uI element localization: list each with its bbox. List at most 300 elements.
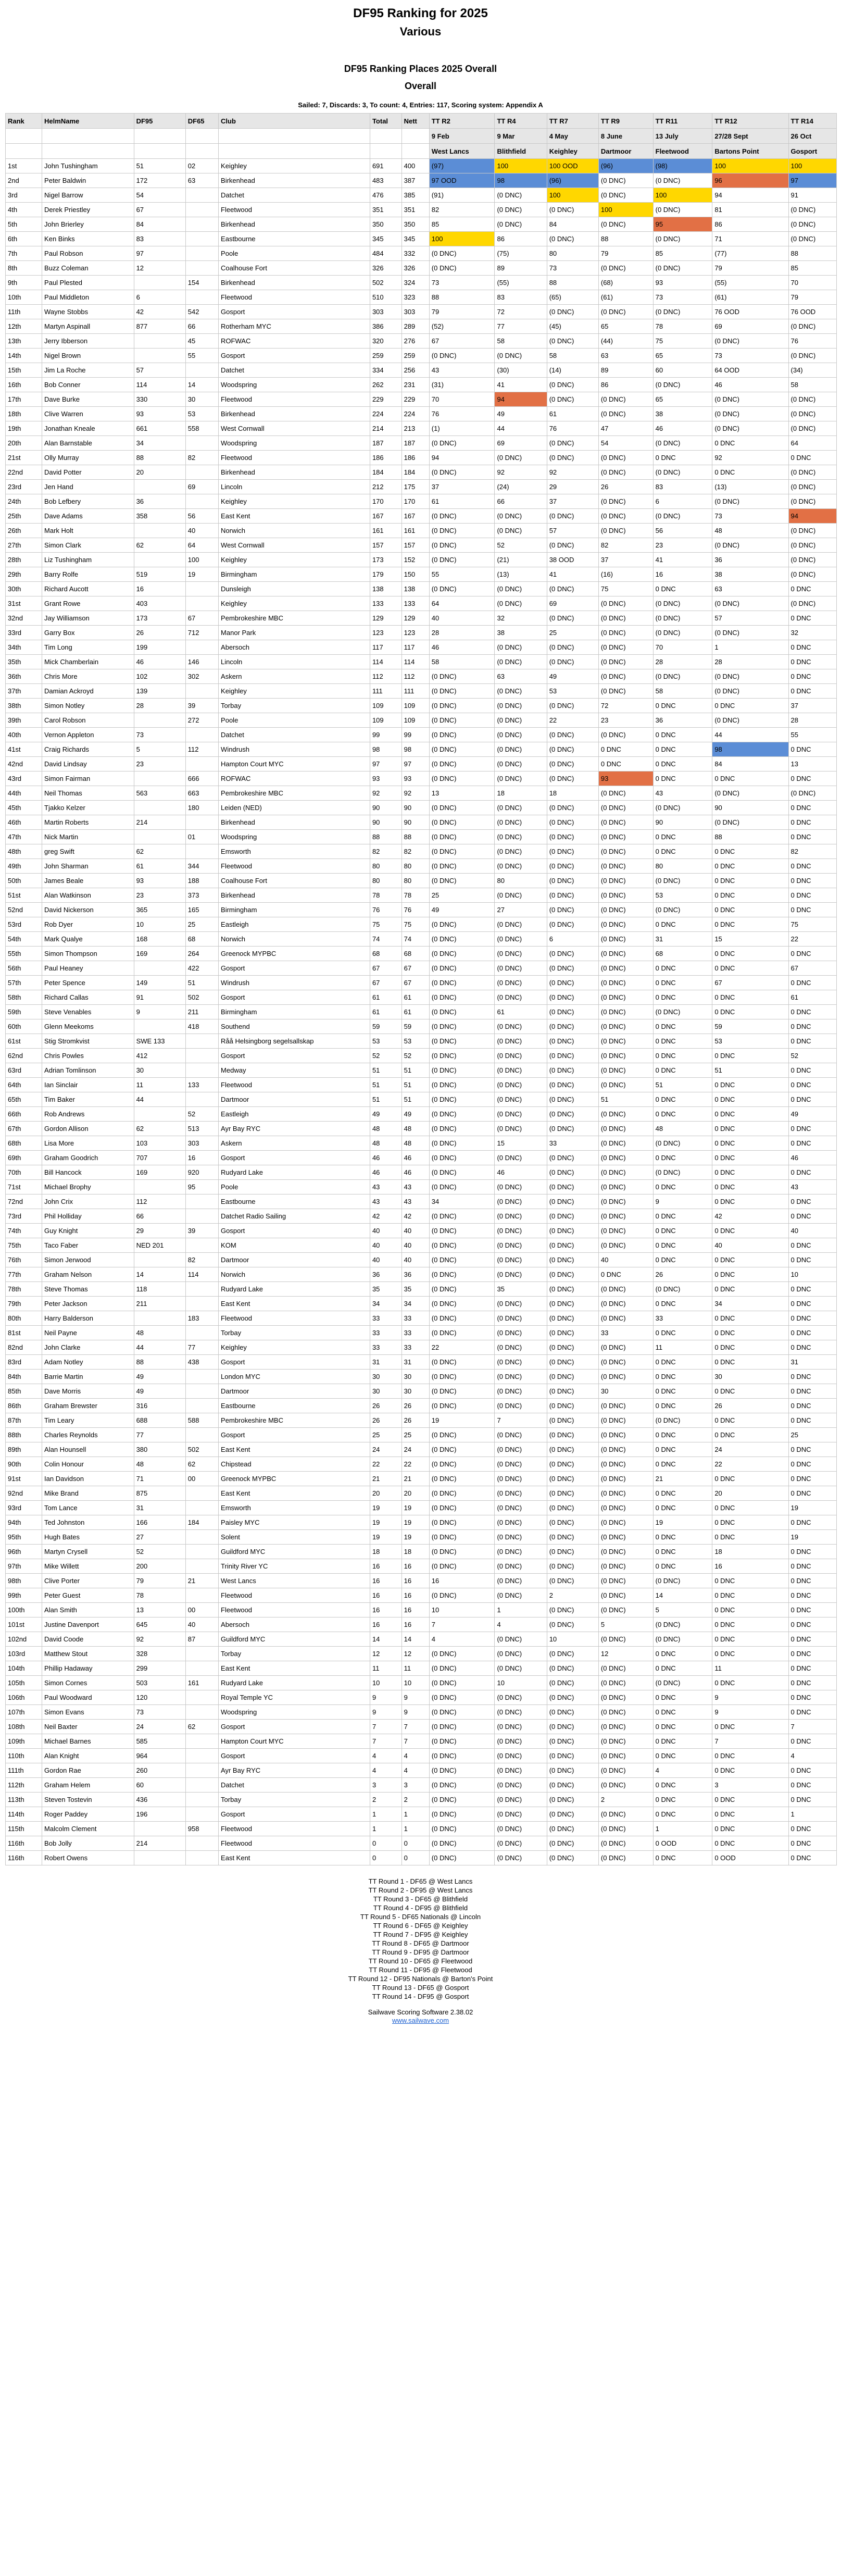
table-cell: Paul Plested bbox=[42, 276, 134, 290]
table-cell: Graham Helem bbox=[42, 1778, 134, 1793]
table-cell: 7 bbox=[370, 1734, 401, 1749]
table-cell bbox=[134, 830, 185, 844]
table-row bbox=[6, 1720, 837, 1734]
table-cell: 707 bbox=[134, 1151, 185, 1165]
table-cell: 59 bbox=[401, 1019, 429, 1034]
table-cell: 21 bbox=[653, 1472, 712, 1486]
table-cell: (0 DNC) bbox=[547, 436, 598, 451]
table-cell: 68 bbox=[401, 947, 429, 961]
table-cell: 10 bbox=[401, 1676, 429, 1690]
table-cell: (0 DNC) bbox=[712, 669, 788, 684]
table-cell: 82 bbox=[788, 844, 836, 859]
table-cell: 40 bbox=[788, 1224, 836, 1238]
column-header[interactable]: TT R2 bbox=[429, 114, 495, 129]
table-cell: 6 bbox=[134, 290, 185, 305]
table-cell: (0 DNC) bbox=[598, 1078, 653, 1092]
table-row bbox=[6, 713, 837, 728]
table-cell: (0 DNC) bbox=[598, 1165, 653, 1180]
column-header[interactable]: HelmName bbox=[42, 114, 134, 129]
table-cell: (0 DNC) bbox=[429, 1734, 495, 1749]
table-cell: 0 DNC bbox=[788, 684, 836, 699]
table-cell: 73 bbox=[547, 261, 598, 276]
table-cell: (0 DNC) bbox=[547, 1399, 598, 1413]
table-cell: 92 bbox=[495, 465, 547, 480]
table-cell: 0 DNC bbox=[788, 1822, 836, 1836]
table-cell: 61 bbox=[495, 1005, 547, 1019]
column-header[interactable]: TT R12 bbox=[712, 114, 788, 129]
table-cell: (0 DNC) bbox=[429, 349, 495, 363]
table-cell: 502 bbox=[185, 1442, 218, 1457]
table-cell: 0 DNC bbox=[712, 1749, 788, 1763]
table-cell: Gosport bbox=[219, 305, 370, 319]
table-cell: 77 bbox=[495, 319, 547, 334]
table-cell: (0 DNC) bbox=[429, 1690, 495, 1705]
table-cell bbox=[185, 1647, 218, 1661]
table-cell: 519 bbox=[134, 567, 185, 582]
table-cell: 48 bbox=[653, 1122, 712, 1136]
table-cell: (0 DNC) bbox=[547, 1413, 598, 1428]
table-cell: (0 DNC) bbox=[788, 217, 836, 232]
table-cell: 138 bbox=[370, 582, 401, 596]
table-cell: (0 DNC) bbox=[598, 611, 653, 626]
table-cell: 46 bbox=[370, 1151, 401, 1165]
table-cell: (0 DNC) bbox=[598, 1442, 653, 1457]
table-cell: 168 bbox=[134, 932, 185, 947]
table-cell: Ayr Bay RYC bbox=[219, 1122, 370, 1136]
table-cell: 0 DNC bbox=[653, 1019, 712, 1034]
column-header[interactable]: Club bbox=[219, 114, 370, 129]
table-cell: 0 DNC bbox=[653, 1807, 712, 1822]
table-row bbox=[6, 261, 837, 276]
table-cell: 0 bbox=[401, 1836, 429, 1851]
table-cell: Fleetwood bbox=[219, 1822, 370, 1836]
blank-header bbox=[185, 144, 218, 159]
table-cell: 9 bbox=[401, 1705, 429, 1720]
table-cell: 65th bbox=[6, 1092, 42, 1107]
table-cell: 51 bbox=[401, 1063, 429, 1078]
table-cell: (0 DNC) bbox=[429, 582, 495, 596]
table-cell: 4th bbox=[6, 203, 42, 217]
table-row bbox=[6, 990, 837, 1005]
table-cell: Alan Knight bbox=[42, 1749, 134, 1763]
table-cell: John Sharman bbox=[42, 859, 134, 874]
column-header[interactable]: TT R4 bbox=[495, 114, 547, 129]
table-cell: Alan Watkinson bbox=[42, 888, 134, 903]
table-cell: Clive Porter bbox=[42, 1574, 134, 1588]
table-cell bbox=[185, 815, 218, 830]
table-cell: 40 bbox=[401, 1238, 429, 1253]
column-header[interactable]: TT R9 bbox=[598, 114, 653, 129]
table-cell bbox=[185, 1661, 218, 1676]
table-cell: 35 bbox=[401, 1282, 429, 1297]
table-cell: 19 bbox=[185, 567, 218, 582]
table-cell: Fleetwood bbox=[219, 1078, 370, 1092]
table-cell: 12 bbox=[598, 1647, 653, 1661]
table-cell: 76 bbox=[401, 903, 429, 917]
table-cell: 12 bbox=[134, 261, 185, 276]
table-cell: 34 bbox=[370, 1297, 401, 1311]
blank-header bbox=[134, 129, 185, 144]
table-cell: (0 DNC) bbox=[547, 392, 598, 407]
table-cell bbox=[134, 801, 185, 815]
table-cell: 351 bbox=[401, 203, 429, 217]
table-cell: (14) bbox=[547, 363, 598, 378]
table-cell: 385 bbox=[401, 188, 429, 203]
sailwave-link[interactable]: www.sailwave.com bbox=[392, 2017, 449, 2024]
column-header[interactable]: DF95 bbox=[134, 114, 185, 129]
table-row bbox=[6, 1180, 837, 1194]
table-cell: 76th bbox=[6, 1253, 42, 1267]
table-cell: 82 bbox=[401, 844, 429, 859]
table-cell: 55 bbox=[788, 728, 836, 742]
table-cell: (0 DNC) bbox=[547, 917, 598, 932]
table-cell: 19 bbox=[370, 1501, 401, 1515]
table-cell: (31) bbox=[429, 378, 495, 392]
table-cell: 15 bbox=[712, 932, 788, 947]
table-cell bbox=[185, 757, 218, 771]
table-cell: (0 DNC) bbox=[547, 655, 598, 669]
table-cell: 55 bbox=[429, 567, 495, 582]
table-cell: 35th bbox=[6, 655, 42, 669]
table-cell bbox=[185, 640, 218, 655]
table-cell: 502 bbox=[185, 990, 218, 1005]
table-cell: Solent bbox=[219, 1530, 370, 1545]
table-cell: 46th bbox=[6, 815, 42, 830]
table-cell: 71st bbox=[6, 1180, 42, 1194]
table-cell: 38 bbox=[495, 626, 547, 640]
table-cell bbox=[134, 553, 185, 567]
table-cell: Bob Lefbery bbox=[42, 494, 134, 509]
table-cell: (0 DNC) bbox=[429, 1778, 495, 1793]
table-cell: Tim Leary bbox=[42, 1413, 134, 1428]
table-cell: 19 bbox=[788, 1530, 836, 1545]
table-cell: Buzz Coleman bbox=[42, 261, 134, 276]
table-cell: 90 bbox=[401, 801, 429, 815]
table-cell: Ian Sinclair bbox=[42, 1078, 134, 1092]
table-cell: 8th bbox=[6, 261, 42, 276]
table-cell: 0 DNC bbox=[653, 1705, 712, 1720]
table-cell: 6 bbox=[547, 932, 598, 947]
table-cell: (0 DNC) bbox=[712, 786, 788, 801]
table-cell: 224 bbox=[370, 407, 401, 421]
table-cell bbox=[185, 1763, 218, 1778]
table-cell: 75 bbox=[788, 917, 836, 932]
table-cell: 0 DNC bbox=[788, 1632, 836, 1647]
table-cell: (0 DNC) bbox=[598, 1107, 653, 1122]
table-cell: Guildford MYC bbox=[219, 1632, 370, 1647]
table-cell: 256 bbox=[401, 363, 429, 378]
table-cell: Dartmoor bbox=[219, 1384, 370, 1399]
table-cell: (0 DNC) bbox=[547, 1063, 598, 1078]
table-cell: Greenock MYPBC bbox=[219, 1472, 370, 1486]
table-row bbox=[6, 1851, 837, 1865]
table-cell: 26 bbox=[712, 1399, 788, 1413]
table-cell: 0 DNC bbox=[712, 1340, 788, 1355]
table-cell: 94 bbox=[495, 392, 547, 407]
table-cell: John Crix bbox=[42, 1194, 134, 1209]
table-cell: Stig Stromkvist bbox=[42, 1034, 134, 1049]
blank-header bbox=[401, 129, 429, 144]
table-cell: 116th bbox=[6, 1836, 42, 1851]
table-cell: 0 DNC bbox=[653, 1486, 712, 1501]
table-cell: 0 DNC bbox=[712, 917, 788, 932]
table-cell: 199 bbox=[134, 640, 185, 655]
table-cell: (0 DNC) bbox=[429, 844, 495, 859]
table-cell: (0 DNC) bbox=[788, 319, 836, 334]
table-cell: Birmingham bbox=[219, 567, 370, 582]
table-cell: Barry Rolfe bbox=[42, 567, 134, 582]
table-cell: 54 bbox=[134, 188, 185, 203]
table-cell: 72 bbox=[495, 305, 547, 319]
table-cell: (0 DNC) bbox=[598, 1311, 653, 1326]
table-cell: 0 DNC bbox=[712, 1107, 788, 1122]
table-cell: KOM bbox=[219, 1238, 370, 1253]
table-cell: Birkenhead bbox=[219, 276, 370, 290]
table-cell: 88 bbox=[712, 830, 788, 844]
table-cell: 260 bbox=[134, 1763, 185, 1778]
table-cell: (0 DNC) bbox=[495, 1092, 547, 1107]
table-cell: 40 bbox=[598, 1253, 653, 1267]
table-cell: (0 DNC) bbox=[598, 1238, 653, 1253]
table-cell: 58 bbox=[547, 349, 598, 363]
table-cell: (0 DNC) bbox=[547, 1151, 598, 1165]
table-cell: 11 bbox=[712, 1661, 788, 1676]
column-header[interactable]: Rank bbox=[6, 114, 42, 129]
table-cell: 38 bbox=[653, 407, 712, 421]
table-cell: 180 bbox=[185, 801, 218, 815]
table-cell: 51 bbox=[653, 1078, 712, 1092]
table-cell: 84 bbox=[134, 217, 185, 232]
table-cell: 3 bbox=[370, 1778, 401, 1793]
table-cell: 95 bbox=[653, 217, 712, 232]
table-cell: 97 bbox=[370, 757, 401, 771]
table-cell: Rob Dyer bbox=[42, 917, 134, 932]
table-cell: (0 DNC) bbox=[429, 699, 495, 713]
table-cell: 13 bbox=[134, 1603, 185, 1617]
table-cell: 18 bbox=[370, 1545, 401, 1559]
table-cell: (0 DNC) bbox=[653, 305, 712, 319]
table-cell: (0 DNC) bbox=[598, 392, 653, 407]
table-cell: (0 DNC) bbox=[495, 1574, 547, 1588]
table-row bbox=[6, 1793, 837, 1807]
table-cell: 16 bbox=[401, 1588, 429, 1603]
table-cell: 334 bbox=[370, 363, 401, 378]
table-cell: Tjakko Kelzer bbox=[42, 801, 134, 815]
table-cell: (0 DNC) bbox=[547, 1574, 598, 1588]
table-cell: 330 bbox=[134, 392, 185, 407]
table-cell: (0 DNC) bbox=[495, 1063, 547, 1078]
table-cell: (0 DNC) bbox=[547, 203, 598, 217]
table-cell: (0 DNC) bbox=[495, 801, 547, 815]
table-cell: 0 DNC bbox=[653, 1034, 712, 1049]
table-cell: 0 DNC bbox=[712, 1180, 788, 1194]
table-cell: 3 bbox=[401, 1778, 429, 1793]
table-cell: 73rd bbox=[6, 1209, 42, 1224]
table-cell: Gosport bbox=[219, 1049, 370, 1063]
table-cell: 83 bbox=[495, 290, 547, 305]
table-cell: James Beale bbox=[42, 874, 134, 888]
table-cell: 64 OOD bbox=[712, 363, 788, 378]
table-row bbox=[6, 524, 837, 538]
table-cell: 11 bbox=[134, 1078, 185, 1092]
table-cell: 25 bbox=[185, 917, 218, 932]
table-cell: (0 DNC) bbox=[429, 1472, 495, 1486]
table-cell: (0 DNC) bbox=[653, 1136, 712, 1151]
column-header[interactable]: TT R7 bbox=[547, 114, 598, 129]
table-cell: 0 DNC bbox=[712, 1282, 788, 1297]
column-header[interactable]: TT R14 bbox=[788, 114, 836, 129]
table-cell: 111 bbox=[401, 684, 429, 699]
table-cell: (0 DNC) bbox=[598, 596, 653, 611]
table-cell: (16) bbox=[598, 567, 653, 582]
table-cell: 52 bbox=[401, 1049, 429, 1063]
table-cell: 37 bbox=[598, 553, 653, 567]
table-cell: 43rd bbox=[6, 771, 42, 786]
table-cell: 0 DNC bbox=[712, 947, 788, 961]
table-cell: 108th bbox=[6, 1720, 42, 1734]
table-cell: (0 DNC) bbox=[429, 1442, 495, 1457]
table-cell: Liz Tushingham bbox=[42, 553, 134, 567]
table-cell: (0 DNC) bbox=[495, 509, 547, 524]
table-cell: 187 bbox=[370, 436, 401, 451]
table-cell: 18 bbox=[547, 786, 598, 801]
table-cell: (0 DNC) bbox=[547, 1370, 598, 1384]
table-cell: Vernon Appleton bbox=[42, 728, 134, 742]
legend-line: TT Round 2 - DF95 @ West Lancs bbox=[368, 1886, 473, 1894]
table-cell bbox=[134, 1019, 185, 1034]
table-cell: (65) bbox=[547, 290, 598, 305]
table-cell: Jay Williamson bbox=[42, 611, 134, 626]
table-cell: 175 bbox=[401, 480, 429, 494]
table-cell: Rudyard Lake bbox=[219, 1165, 370, 1180]
table-cell: 79 bbox=[788, 290, 836, 305]
table-row bbox=[6, 319, 837, 334]
table-cell: 31 bbox=[401, 1355, 429, 1370]
table-cell: 34th bbox=[6, 640, 42, 655]
table-cell: Keighley bbox=[219, 596, 370, 611]
table-cell: Harry Balderson bbox=[42, 1311, 134, 1326]
table-cell: 01 bbox=[185, 830, 218, 844]
table-cell: 109 bbox=[401, 713, 429, 728]
column-header[interactable]: Total bbox=[370, 114, 401, 129]
table-cell: (0 DNC) bbox=[547, 1705, 598, 1720]
table-cell: (0 DNC) bbox=[429, 538, 495, 553]
table-row bbox=[6, 1486, 837, 1501]
table-row bbox=[6, 903, 837, 917]
table-cell: 48 bbox=[401, 1136, 429, 1151]
table-cell: 85 bbox=[788, 261, 836, 276]
table-cell: 6th bbox=[6, 232, 42, 246]
table-cell: 150 bbox=[401, 567, 429, 582]
table-cell: 0 DNC bbox=[653, 1559, 712, 1574]
table-cell: 49 bbox=[134, 1370, 185, 1384]
date-row bbox=[6, 129, 837, 144]
table-cell: (0 DNC) bbox=[495, 1588, 547, 1603]
table-row bbox=[6, 742, 837, 757]
table-cell: 36 bbox=[401, 1267, 429, 1282]
table-cell: (0 DNC) bbox=[712, 494, 788, 509]
table-cell: Fleetwood bbox=[219, 451, 370, 465]
table-cell: 61 bbox=[370, 990, 401, 1005]
table-cell: 1st bbox=[6, 159, 42, 173]
table-cell: (0 DNC) bbox=[598, 1282, 653, 1297]
table-cell: (0 DNC) bbox=[788, 349, 836, 363]
table-cell: (0 DNC) bbox=[547, 742, 598, 757]
table-cell: (0 DNC) bbox=[495, 830, 547, 844]
table-cell: 81 bbox=[712, 203, 788, 217]
table-cell: (0 DNC) bbox=[653, 1413, 712, 1428]
table-cell bbox=[185, 1851, 218, 1865]
table-cell: (0 DNC) bbox=[547, 1690, 598, 1705]
table-cell: (0 DNC) bbox=[429, 1530, 495, 1545]
table-cell: Dunsleigh bbox=[219, 582, 370, 596]
table-cell: (0 DNC) bbox=[598, 261, 653, 276]
table-cell: 15th bbox=[6, 363, 42, 378]
table-cell: 0 DNC bbox=[653, 1384, 712, 1399]
table-cell: 32nd bbox=[6, 611, 42, 626]
table-cell: (0 DNC) bbox=[429, 1107, 495, 1122]
footer bbox=[0, 2008, 841, 2025]
table-cell: (0 DNC) bbox=[598, 1676, 653, 1690]
table-cell: (0 DNC) bbox=[598, 1807, 653, 1822]
table-cell: 186 bbox=[401, 451, 429, 465]
table-cell: (0 DNC) bbox=[429, 1122, 495, 1136]
table-cell: Ted Johnston bbox=[42, 1515, 134, 1530]
table-cell: (0 DNC) bbox=[547, 1253, 598, 1267]
table-cell bbox=[185, 363, 218, 378]
table-cell: 0 DNC bbox=[788, 1384, 836, 1399]
table-cell: 373 bbox=[185, 888, 218, 903]
table-cell: 84 bbox=[547, 217, 598, 232]
table-cell: 49 bbox=[495, 407, 547, 421]
table-cell: 42 bbox=[401, 1209, 429, 1224]
table-cell: 48th bbox=[6, 844, 42, 859]
table-cell: 100 bbox=[712, 159, 788, 173]
table-cell: (0 DNC) bbox=[495, 947, 547, 961]
table-cell: 27 bbox=[495, 903, 547, 917]
race-date: 13 July bbox=[653, 129, 712, 144]
table-cell: (0 DNC) bbox=[547, 232, 598, 246]
column-header[interactable]: Nett bbox=[401, 114, 429, 129]
table-row bbox=[6, 538, 837, 553]
table-cell: Jim La Roche bbox=[42, 363, 134, 378]
table-cell: (55) bbox=[712, 276, 788, 290]
table-cell: 0 DNC bbox=[788, 1851, 836, 1865]
table-cell bbox=[185, 246, 218, 261]
table-cell: 302 bbox=[185, 669, 218, 684]
table-cell: (0 DNC) bbox=[598, 188, 653, 203]
table-cell: 113th bbox=[6, 1793, 42, 1807]
table-cell: 98 bbox=[495, 173, 547, 188]
table-cell: 25 bbox=[370, 1428, 401, 1442]
table-cell: 563 bbox=[134, 786, 185, 801]
table-cell: 14 bbox=[653, 1588, 712, 1603]
table-cell: (0 DNC) bbox=[653, 874, 712, 888]
table-cell: (0 DNC) bbox=[598, 947, 653, 961]
table-cell: 0 DNC bbox=[788, 1559, 836, 1574]
table-cell: (0 DNC) bbox=[788, 567, 836, 582]
table-cell: 79 bbox=[429, 305, 495, 319]
column-header[interactable]: DF65 bbox=[185, 114, 218, 129]
table-cell: 30 bbox=[712, 1370, 788, 1384]
table-cell: Damian Ackroyd bbox=[42, 684, 134, 699]
table-cell: (0 DNC) bbox=[547, 815, 598, 830]
table-cell: Paul Robson bbox=[42, 246, 134, 261]
table-cell: 0 DNC bbox=[788, 1019, 836, 1034]
table-cell: 36 bbox=[134, 494, 185, 509]
table-cell: (0 DNC) bbox=[547, 538, 598, 553]
column-header[interactable]: TT R11 bbox=[653, 114, 712, 129]
